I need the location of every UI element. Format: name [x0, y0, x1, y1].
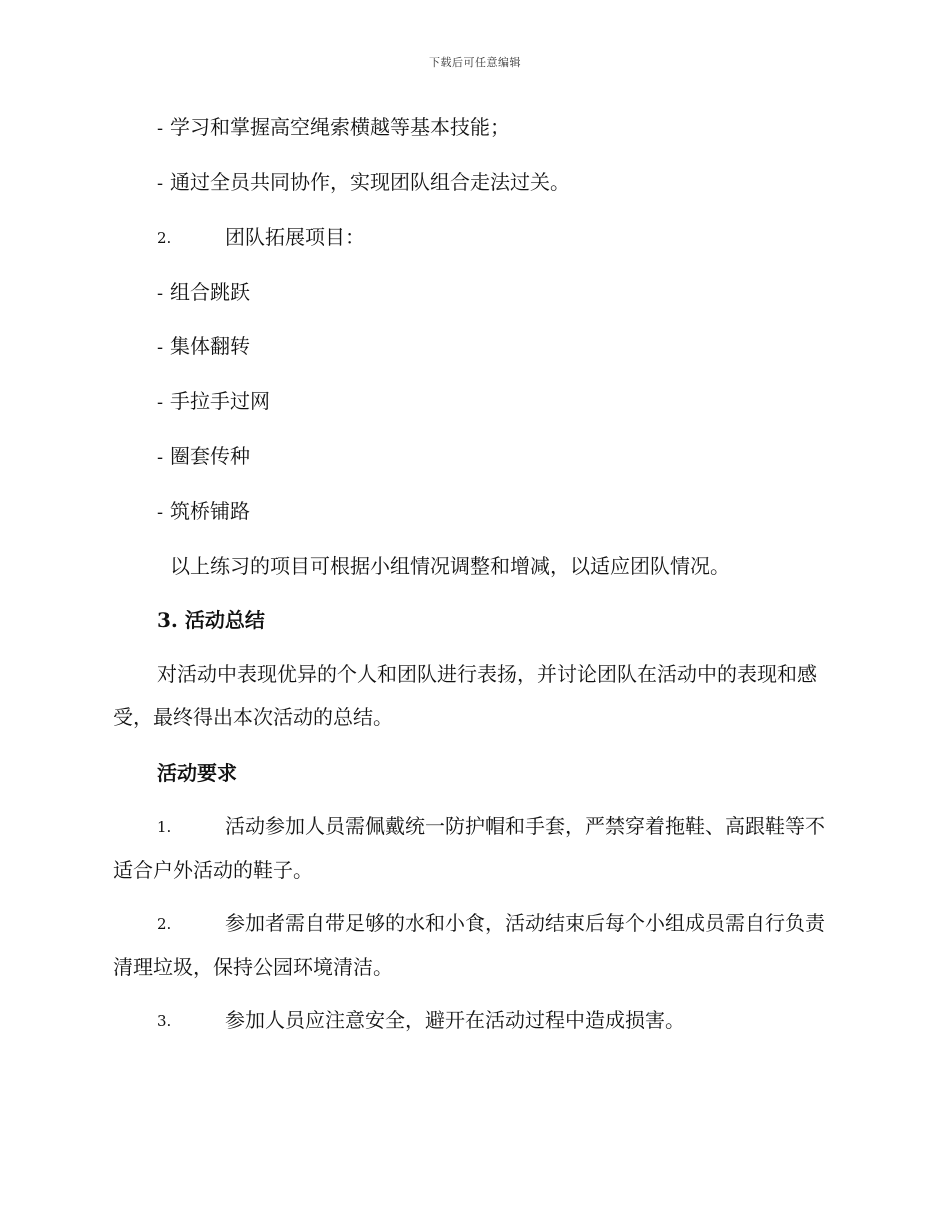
dash-marker: -: [157, 283, 164, 304]
requirement-text: 参加者需自带足够的水和小食，活动结束后每个小组成员需自行负责清理垃圾，保持公园环境清洁。: [113, 911, 825, 979]
bullet-text: 学习和掌握高空绳索横越等基本技能；: [170, 115, 510, 139]
bullet-text: 圈套传种: [170, 444, 250, 468]
list-number: 3.: [157, 1012, 172, 1030]
page-header: 下载后可任意编辑: [429, 56, 521, 69]
requirement-item: [113, 902, 833, 989]
requirement-item: [113, 999, 833, 1043]
dash-marker: -: [157, 447, 164, 468]
requirement-text: 参加人员应注意安全，避开在活动过程中造成损害。: [225, 1008, 685, 1032]
bullet-line: [157, 282, 250, 304]
bullet-text: 筑桥铺路: [170, 499, 250, 523]
bullet-line: [157, 172, 570, 194]
list-text: 团队拓展项目：: [225, 225, 365, 249]
bullet-text: 手拉手过网: [170, 389, 270, 413]
list-number: 2.: [157, 915, 172, 933]
section-heading: 活动要求: [157, 761, 237, 785]
requirement-item: [113, 805, 833, 892]
dash-marker: -: [157, 392, 164, 413]
bullet-text: 通过全员共同协作，实现团队组合走法过关。: [170, 170, 570, 194]
dash-marker: -: [157, 337, 164, 358]
bullet-text: 集体翻转: [170, 334, 250, 358]
numbered-line: [157, 227, 365, 248]
bullet-line: [157, 501, 250, 523]
list-number: 2.: [157, 229, 172, 247]
summary-paragraph: 对活动中表现优异的个人和团队进行表扬，并讨论团队在活动中的表现和感受，最终得出本次活动的总结。: [113, 662, 817, 729]
bullet-line: [157, 336, 250, 358]
list-number: 1.: [157, 818, 172, 836]
requirement-text: 活动参加人员需佩戴统一防护帽和手套，严禁穿着拖鞋、高跟鞋等不适合户外活动的鞋子。: [113, 814, 825, 882]
bullet-line: [157, 446, 250, 468]
section-heading: 3. 活动总结: [157, 608, 265, 632]
note-line: 以上练习的项目可根据小组情况调整和增减，以适应团队情况。: [170, 554, 730, 578]
dash-marker: -: [157, 502, 164, 523]
bullet-text: 组合跳跃: [170, 280, 250, 304]
dash-marker: -: [157, 173, 164, 194]
bullet-line: [157, 117, 510, 139]
bullet-line: [157, 391, 270, 413]
dash-marker: -: [157, 118, 164, 139]
